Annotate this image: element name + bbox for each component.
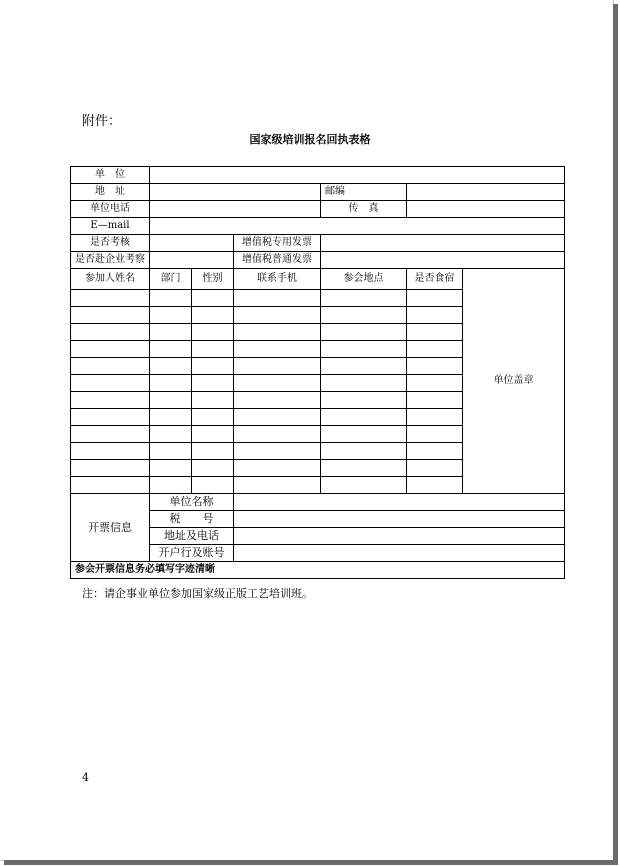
address-field[interactable] [150,184,321,201]
unit-phone-field[interactable] [150,201,321,218]
fax-label: 传 真 [321,201,407,218]
page-number: 4 [82,771,89,784]
postcode-label: 邮编 [321,184,407,201]
invoice-bank-account-label: 开户行及账号 [150,545,234,562]
col-location-header: 参会地点 [321,269,407,290]
postcode-field[interactable] [407,184,565,201]
col-name-header: 参加人姓名 [71,269,150,290]
invoice-unit-name-label: 单位名称 [150,494,234,511]
invoice-info-label: 开票信息 [71,494,150,562]
normal-invoice-label: 增值税普通发票 [234,252,321,269]
unit-phone-label: 单位电话 [71,201,150,218]
col-mobile-header: 联系手机 [234,269,321,290]
address-label: 地 址 [71,184,150,201]
site-visit-label: 是否赴企业考察 [71,252,150,269]
note-text: 注：请企事业单位参加国家级正版工艺培训班。 [82,587,313,600]
footer-note-row [71,562,565,579]
form-footer-note: 参会开票信息务必填写字迹清晰 [71,562,565,579]
special-invoice-field[interactable] [321,235,565,252]
registration-form-table [70,166,565,579]
col-gender-header: 性别 [192,269,234,290]
invoice-row [71,494,565,511]
row-email [71,218,565,235]
unit-label: 单 位 [71,167,150,184]
email-label: E—mail [71,218,150,235]
invoice-tax-id-label: 税 号 [150,511,234,528]
col-department-header: 部门 [150,269,192,290]
email-field[interactable] [150,218,565,235]
form-title: 国家级培训报名回执表格 [249,133,371,146]
exam-field[interactable] [150,235,234,252]
exam-label: 是否考核 [71,235,150,252]
invoice-address-phone-label: 地址及电话 [150,528,234,545]
row-site-visit [71,252,565,269]
col-lodging-header: 是否食宿 [407,269,463,290]
row-unit [71,167,565,184]
row-address [71,184,565,201]
attachment-label: 附件： [82,114,122,129]
normal-invoice-field[interactable] [321,252,565,269]
special-invoice-label: 增值税专用发票 [234,235,321,252]
fax-field[interactable] [407,201,565,218]
participants-header-row [71,269,565,290]
row-exam [71,235,565,252]
invoice-tax-id-field[interactable] [234,511,565,528]
invoice-address-phone-field[interactable] [234,528,565,545]
site-visit-field[interactable] [150,252,234,269]
unit-stamp-area: 单位盖章 [463,269,565,494]
page-shadow-bottom [4,860,618,865]
invoice-unit-name-field[interactable] [234,494,565,511]
unit-field[interactable] [150,167,565,184]
row-unit-phone [71,201,565,218]
invoice-bank-account-field[interactable] [234,545,565,562]
